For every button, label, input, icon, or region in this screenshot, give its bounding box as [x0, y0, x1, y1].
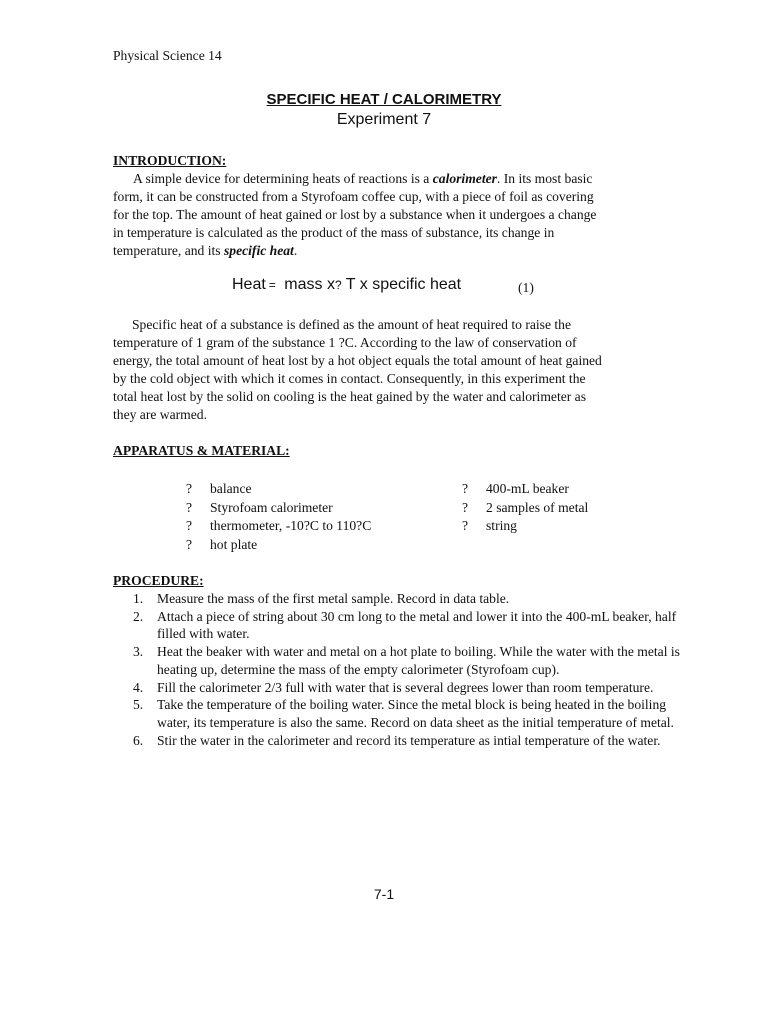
formula-heat: Heat [232, 276, 266, 293]
equation-number: (1) [518, 280, 534, 295]
step-number: 2. [133, 608, 144, 624]
course-name: Physical Science 14 [113, 48, 222, 63]
page-number: 7-1 [373, 886, 395, 902]
intro-line: by the cold object with which it comes in contact. Consequently, in this experiment the [113, 371, 586, 386]
bullet-icon: ? [462, 481, 469, 496]
page-title [0, 91, 768, 109]
intro-line: energy, the total amount of heat lost by a hot object equals the total amount of heat gained [113, 353, 602, 368]
page-title-text: SPECIFIC HEAT / CALORIMETRY [266, 91, 502, 108]
procedure-step [113, 696, 693, 731]
apparatus-heading: APPARATUS & MATERIAL: [113, 443, 290, 458]
list-item [462, 517, 588, 536]
procedure-step [113, 590, 693, 608]
list-item [462, 499, 588, 518]
list-item [186, 517, 371, 536]
step-text: Take the temperature of the boiling water. Since the metal block is being heated in the boiling water, its temperature is also the same. Record on data sheet as the initial temperature of metal. [157, 697, 674, 730]
material-text: 400-mL beaker [486, 481, 569, 496]
intro-line: form, it can be constructed from a Styrofoam coffee cup, with a piece of foil as covering [113, 189, 594, 204]
heat-formula [232, 276, 461, 294]
procedure-step [113, 643, 693, 678]
introduction-paragraph-2 [113, 316, 658, 424]
formula-times: x [326, 276, 335, 293]
formula-equals: = [268, 278, 276, 292]
list-item [186, 480, 371, 499]
list-item [462, 480, 588, 499]
bullet-icon: ? [462, 518, 469, 533]
introduction-paragraph-1 [113, 170, 658, 260]
step-number: 6. [133, 732, 144, 748]
intro-line [113, 170, 658, 188]
specific-heat-term: specific heat [223, 243, 294, 258]
intro-line: temperature of 1 gram of the substance 1 ?C. According to the law of conservation of [113, 335, 577, 350]
intro-text: temperature, and its [113, 243, 224, 258]
bullet-icon: ? [186, 518, 193, 533]
material-text: string [486, 518, 517, 533]
procedure-step [113, 608, 693, 643]
procedure-heading: PROCEDURE: [113, 573, 204, 588]
step-number: 4. [133, 679, 144, 695]
intro-text: . [293, 243, 298, 258]
step-text: Attach a piece of string about 30 cm long to the metal and lower it into the 400-mL beaker, half filled with water. [157, 608, 677, 642]
bullet-icon: ? [462, 499, 469, 515]
intro-text: . In its most basic [496, 171, 593, 186]
formula-t: T [345, 276, 356, 293]
step-text: Fill the calorimeter 2/3 full with water that is several degrees lower than room temperature. [157, 679, 654, 695]
intro-line: they are warmed. [113, 407, 207, 422]
step-number: 3. [133, 644, 144, 660]
intro-line: in temperature is calculated as the product of the mass of substance, its change in [113, 225, 555, 240]
intro-line: Specific heat of a substance is defined as the amount of heat required to raise the [132, 317, 571, 332]
step-text: Stir the water in the calorimeter and record its temperature as intial temperature of the water. [157, 732, 661, 748]
intro-line: total heat lost by the solid on cooling is the heat gained by the water and calorimeter as [113, 389, 587, 404]
experiment-subtitle: Experiment 7 [336, 111, 432, 128]
intro-text: A simple device for determining heats of reactions is a [133, 171, 433, 186]
material-text: thermometer, -10?C to 110?C [210, 518, 372, 533]
formula-times: x [359, 276, 368, 293]
procedure-step [113, 732, 693, 750]
procedure-step [113, 679, 693, 697]
intro-line [113, 242, 658, 260]
step-number: 1. [133, 591, 144, 606]
materials-list-left [186, 480, 371, 554]
bullet-icon: ? [186, 481, 193, 496]
bullet-icon: ? [186, 536, 193, 552]
procedure-list [113, 590, 693, 749]
formula-delta: ? [334, 278, 342, 292]
material-text: Styrofoam calorimeter [210, 499, 333, 515]
material-text: balance [210, 481, 252, 496]
step-text: Heat the beaker with water and metal on a hot plate to boiling. While the water with the metal is heating up, determine the mass of the empty calorimeter (Styrofoam cup). [157, 644, 680, 677]
materials-list-right [462, 480, 588, 536]
introduction-heading: INTRODUCTION: [113, 153, 227, 168]
list-item [186, 499, 371, 518]
intro-line: for the top. The amount of heat gained or lost by a substance when it undergoes a change [113, 207, 597, 222]
list-item [186, 536, 371, 555]
formula-specific-heat: specific heat [372, 276, 462, 293]
step-text: Measure the mass of the first metal sample. Record in data table. [157, 591, 510, 606]
step-number: 5. [133, 697, 144, 713]
bullet-icon: ? [186, 499, 193, 515]
formula-mass: mass [284, 276, 323, 293]
calorimeter-term: calorimeter [432, 171, 497, 186]
material-text: 2 samples of metal [486, 499, 589, 515]
material-text: hot plate [210, 536, 258, 552]
